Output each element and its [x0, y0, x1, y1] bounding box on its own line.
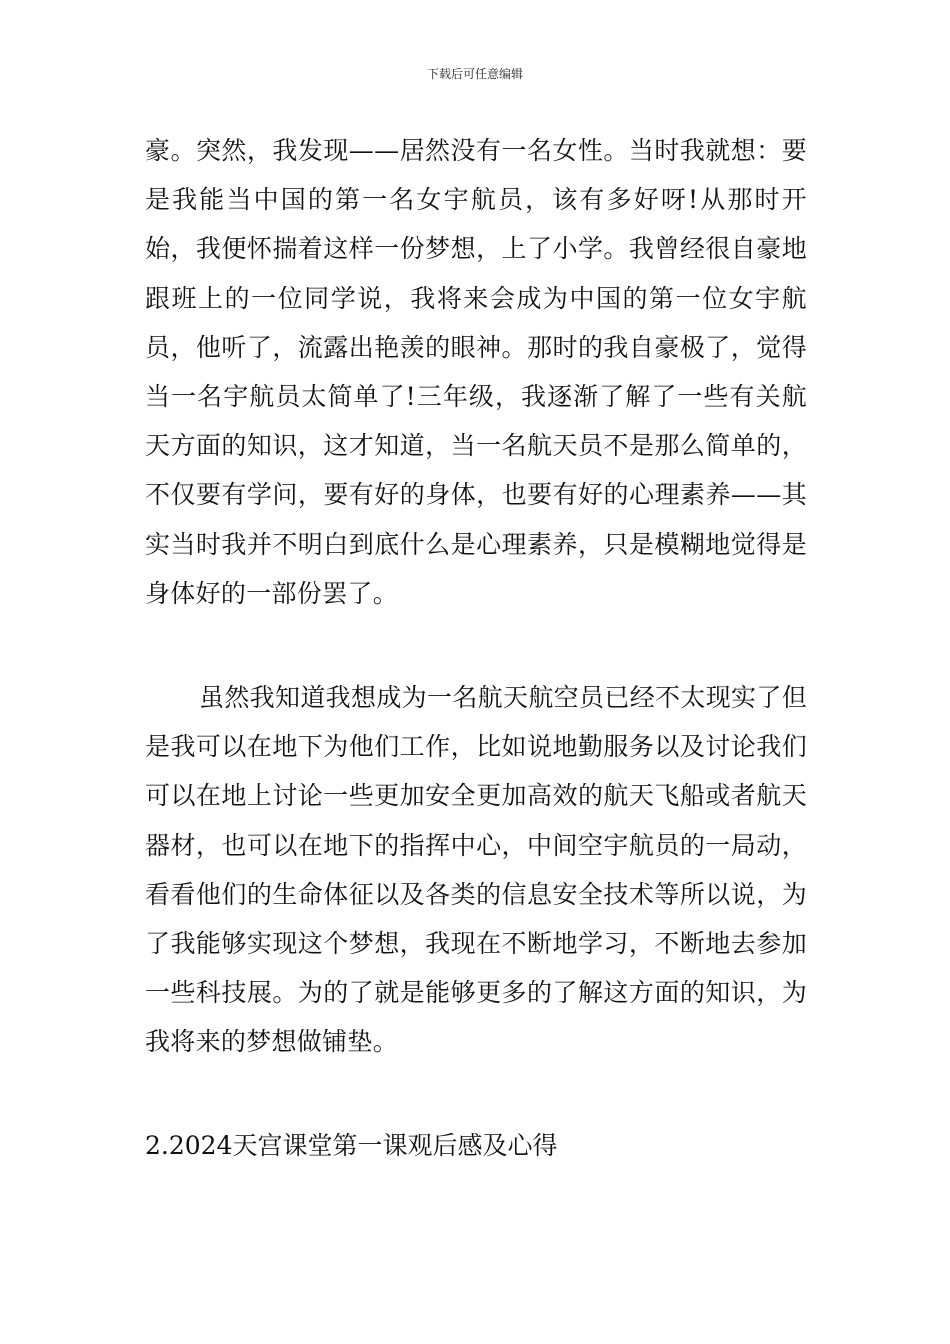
body-paragraph-2: 虽然我知道我想成为一名航天航空员已经不太现实了但是我可以在地下为他们工作，比如说地勤服务以及讨论我们可以在地上讨论一些更加安全更加高效的航天飞船或者航天器材，也可以在地下的指挥中心，中间空宇航员的一局动，看看他们的生命体征以及各类的信息安全技术等所以说，为了我能够实现这个梦想，我现在不断地学习，不断地去参加一些科技展。为的了就是能够更多的了解这方面的知识，为我将来的梦想做铺垫。 — [145, 683, 807, 1057]
page-header-note: 下载后可任意编辑 — [426, 67, 523, 81]
body-paragraph-1: 豪。突然，我发现——居然没有一名女性。当时我就想：要是我能当中国的第一名女宇航员，该有多好呀!从那时开始，我便怀揣着这样一份梦想，上了小学。我曾经很自豪地跟班上的一位同学说，我将来会成为中国的第一位女宇航员，他听了，流露出艳羡的眼神。那时的我自豪极了，觉得当一名宇航员太简单了!三年级，我逐渐了解了一些有关航天方面的知识，这才知道，当一名航天员不是那么简单的，不仅要有学问，要有好的身体，也要有好的心理素养——其实当时我并不明白到底什么是心理素养，只是模糊地觉得是身体好的一部份罢了。 — [145, 136, 807, 608]
section-heading: 2.2024天宫课堂第一课观后感及心得 — [145, 1131, 558, 1160]
